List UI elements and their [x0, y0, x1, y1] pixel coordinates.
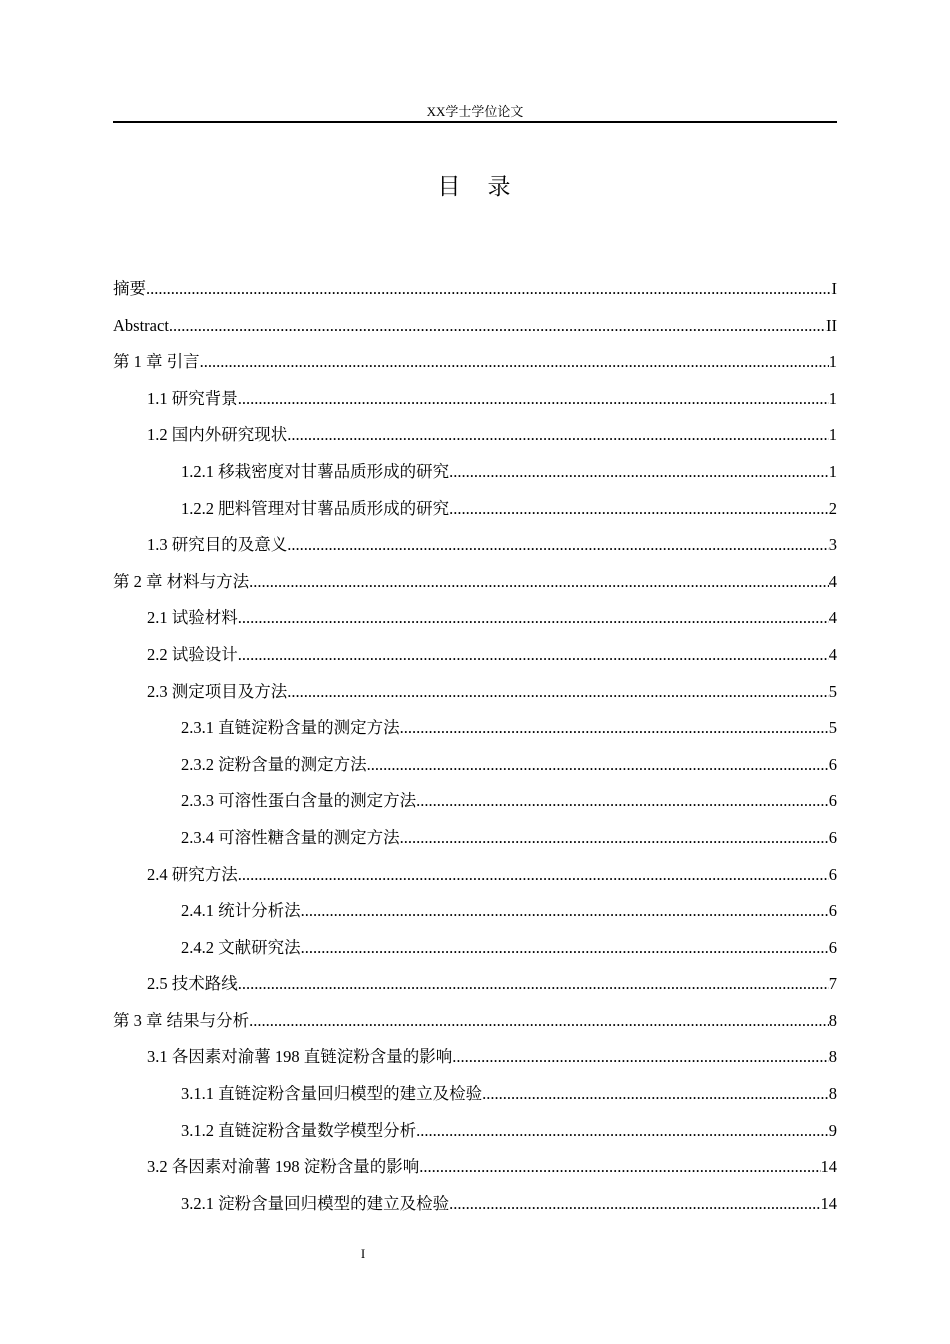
- toc-entry-label: 2.3 测定项目及方法: [147, 681, 288, 701]
- toc-entry[interactable]: [113, 495, 837, 532]
- toc-leader-dots: [287, 531, 829, 559]
- toc-entry-label: 2.3.1 直链淀粉含量的测定方法: [181, 718, 400, 738]
- toc-leader-dots: [287, 421, 829, 449]
- toc-entry-label: 1.2.2 肥料管理对甘薯品质形成的研究: [181, 498, 450, 518]
- toc-entry-page: 7: [828, 974, 837, 994]
- toc-leader-dots: [238, 970, 829, 998]
- toc-leader-dots: [482, 1080, 829, 1108]
- running-header: XX学士学位论文: [426, 104, 524, 119]
- toc-entry-page: 5: [828, 718, 837, 738]
- toc-entry[interactable]: [113, 385, 837, 422]
- toc-entry-label: 1.1 研究背景: [147, 388, 238, 408]
- toc-entry[interactable]: [113, 897, 837, 934]
- toc-entry[interactable]: [113, 934, 837, 971]
- toc-leader-dots: [238, 385, 829, 413]
- page-number: I: [360, 1246, 366, 1261]
- toc-entry-page: 14: [820, 1193, 837, 1213]
- toc-leader-dots: [238, 604, 829, 632]
- toc-leader-dots: [238, 641, 829, 669]
- toc-leader-dots: [301, 897, 829, 925]
- toc-leader-dots: [452, 1043, 829, 1071]
- toc-entry-label: 2.4 研究方法: [147, 864, 238, 884]
- toc-entry[interactable]: [113, 458, 837, 495]
- toc-entry-page: 9: [828, 1120, 837, 1140]
- toc-entry[interactable]: [113, 531, 837, 568]
- toc-entry-label: 2.1 试验材料: [147, 608, 238, 628]
- toc-entry-label: 3.1 各因素对渝薯 198 直链淀粉含量的影响: [147, 1047, 453, 1067]
- toc-entry[interactable]: [113, 1080, 837, 1117]
- toc-entry-label: 2.3.3 可溶性蛋白含量的测定方法: [181, 791, 417, 811]
- toc-entry[interactable]: [113, 678, 837, 715]
- toc-entry-page: 1: [828, 352, 837, 372]
- toc-entry-page: 1: [828, 461, 837, 481]
- toc-entry[interactable]: [113, 421, 837, 458]
- toc-leader-dots: [301, 934, 829, 962]
- toc-entry[interactable]: [113, 604, 837, 641]
- toc-leader-dots: [169, 312, 826, 340]
- toc-entry-label: 3.2 各因素对渝薯 198 淀粉含量的影响: [147, 1157, 420, 1177]
- toc-leader-dots: [249, 1007, 829, 1035]
- toc-entry-page: II: [826, 315, 837, 335]
- toc-entry-label: 1.2 国内外研究现状: [147, 425, 288, 445]
- toc-entry-label: 3.2.1 淀粉含量回归模型的建立及检验: [181, 1193, 450, 1213]
- toc-entry-page: 3: [828, 535, 837, 555]
- toc-entry-label: 2.4.2 文献研究法: [181, 937, 301, 957]
- toc-entry[interactable]: [113, 568, 837, 605]
- toc-entry[interactable]: [113, 1007, 837, 1044]
- toc-entry-label: 3.1.2 直链淀粉含量数学模型分析: [181, 1120, 417, 1140]
- toc-entry[interactable]: [113, 970, 837, 1007]
- toc-entry-label: 第 2 章 材料与方法: [113, 571, 250, 591]
- toc-entry-page: 6: [828, 754, 837, 774]
- toc-entry-label: 第 1 章 引言: [113, 352, 200, 372]
- toc-entry-label: 2.2 试验设计: [147, 644, 238, 664]
- toc-title: 目 录: [437, 174, 513, 200]
- toc-entry[interactable]: [113, 1117, 837, 1154]
- toc-entry-page: 5: [828, 681, 837, 701]
- toc-leader-dots: [449, 458, 829, 486]
- toc-entry-page: 1: [828, 388, 837, 408]
- toc-entry[interactable]: [113, 275, 837, 312]
- toc-entry-page: 4: [828, 644, 837, 664]
- toc-entry-page: 6: [828, 864, 837, 884]
- toc-entry-page: 2: [828, 498, 837, 518]
- toc-entry-page: I: [831, 279, 837, 298]
- toc-entry-page: 8: [828, 1010, 837, 1030]
- toc-entry-label: 2.3.4 可溶性糖含量的测定方法: [181, 827, 400, 847]
- toc-leader-dots: [416, 787, 829, 815]
- toc-entry-page: 8: [828, 1047, 837, 1067]
- toc-leader-dots: [367, 751, 829, 779]
- toc-entry-page: 6: [828, 827, 837, 847]
- toc-entry-page: 6: [828, 791, 837, 811]
- toc-leader-dots: [449, 495, 829, 523]
- toc-entry-label: Abstract: [113, 315, 169, 335]
- header-rule: [113, 121, 837, 123]
- toc-entry-page: 8: [828, 1084, 837, 1104]
- toc-entry-page: 14: [820, 1157, 837, 1177]
- toc-leader-dots: [400, 714, 829, 742]
- toc-leader-dots: [449, 1190, 820, 1218]
- toc-entry-page: 1: [828, 425, 837, 445]
- toc-entry-label: 1.3 研究目的及意义: [147, 535, 288, 555]
- toc-leader-dots: [416, 1117, 829, 1145]
- toc-leader-dots: [146, 275, 832, 303]
- toc-entry-page: 4: [828, 571, 837, 591]
- toc-leader-dots: [287, 678, 829, 706]
- toc-entry-label: 2.5 技术路线: [147, 974, 238, 994]
- toc-entry[interactable]: [113, 312, 837, 349]
- toc-entry[interactable]: [113, 1190, 837, 1227]
- toc-entry-label: 2.3.2 淀粉含量的测定方法: [181, 754, 367, 774]
- toc-leader-dots: [238, 861, 829, 889]
- table-of-contents: [113, 275, 837, 1226]
- toc-leader-dots: [400, 824, 829, 852]
- toc-entry[interactable]: [113, 1153, 837, 1190]
- toc-leader-dots: [249, 568, 829, 596]
- toc-entry-page: 6: [828, 937, 837, 957]
- toc-entry-label: 第 3 章 结果与分析: [113, 1010, 250, 1030]
- toc-entry[interactable]: [113, 348, 837, 385]
- toc-entry[interactable]: [113, 714, 837, 751]
- toc-entry[interactable]: [113, 787, 837, 824]
- toc-entry-label: 1.2.1 移栽密度对甘薯品质形成的研究: [181, 461, 450, 481]
- toc-entry[interactable]: [113, 1043, 837, 1080]
- toc-entry-page: 6: [828, 901, 837, 921]
- toc-entry[interactable]: [113, 824, 837, 861]
- toc-leader-dots: [200, 348, 829, 376]
- toc-entry[interactable]: [113, 751, 837, 788]
- toc-entry-label: 摘要: [113, 279, 146, 298]
- toc-entry[interactable]: [113, 861, 837, 898]
- toc-entry-label: 2.4.1 统计分析法: [181, 901, 301, 921]
- toc-leader-dots: [419, 1153, 820, 1181]
- toc-entry[interactable]: [113, 641, 837, 678]
- toc-entry-page: 4: [828, 608, 837, 628]
- toc-entry-label: 3.1.1 直链淀粉含量回归模型的建立及检验: [181, 1084, 483, 1104]
